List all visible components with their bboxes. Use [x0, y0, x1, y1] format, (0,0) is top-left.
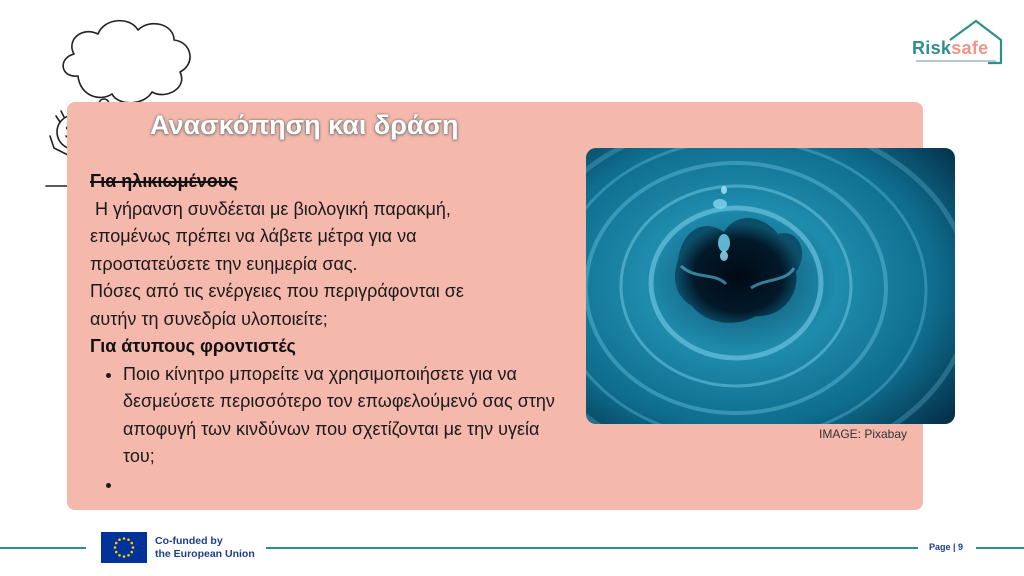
- body-line: Πόσες από τις ενέργειες που περιγράφονται σε: [90, 281, 464, 301]
- eu-star: [130, 551, 133, 554]
- slide-body: [90, 168, 560, 498]
- eu-star: [132, 546, 135, 549]
- eu-line-2: the European Union: [155, 548, 255, 560]
- logo-wordmark: [912, 38, 988, 59]
- bullet-item-empty: [123, 471, 560, 499]
- body-line: Η γήρανση συνδέεται με βιολογική παρακμή,: [90, 198, 451, 219]
- eu-star: [115, 551, 118, 554]
- logo-tagline: [916, 60, 996, 62]
- logo-risk-text: Risk: [912, 38, 952, 58]
- eu-star: [118, 554, 121, 557]
- eu-line-1: Co-funded by: [155, 535, 223, 547]
- image-credit: IMAGE: Pixabay: [819, 427, 908, 441]
- footer-line-middle: [266, 547, 918, 549]
- eu-flag-icon: [101, 532, 147, 563]
- eu-star: [123, 537, 126, 540]
- eu-star: [127, 554, 130, 557]
- eu-star: [118, 538, 121, 541]
- slide-title: Ανασκόπηση και δράση: [150, 110, 459, 140]
- logo-safe-text: safe: [951, 38, 989, 58]
- eu-star: [115, 542, 118, 545]
- body-line: προστατεύσετε την ευημερία σας.: [90, 253, 358, 274]
- body-line: αυτήν τη συνεδρία υλοποιείτε;: [90, 308, 328, 329]
- footer-line-left: [0, 547, 86, 549]
- eu-star: [123, 555, 126, 558]
- risksafe-logo: [906, 18, 1006, 70]
- footer-line-right: [976, 547, 1024, 549]
- water-drop-image: [586, 148, 955, 424]
- eu-star: [114, 546, 117, 549]
- eu-star: [130, 542, 133, 545]
- eu-star: [127, 538, 130, 541]
- body-line: επομένως πρέπει να λάβετε μέτρα για να: [90, 226, 417, 246]
- bullet-item: • Ποιο κίνητρο μπορείτε να χρησιμοποιήσετε για να δεσμεύσετε περισσότερο τον επωφελούμενό σας στην αποφυγή των κινδύνων που σχετίζονται με την υγεία του;: [123, 361, 560, 471]
- eu-cofunded-label: [155, 535, 255, 561]
- section-heading-caregivers: Για άτυπους φροντιστές: [90, 336, 296, 356]
- bullet-list: [90, 361, 560, 499]
- page-number: Page | 9: [929, 542, 964, 552]
- section-heading-elderly: Για ηλικιωμένους: [90, 171, 238, 191]
